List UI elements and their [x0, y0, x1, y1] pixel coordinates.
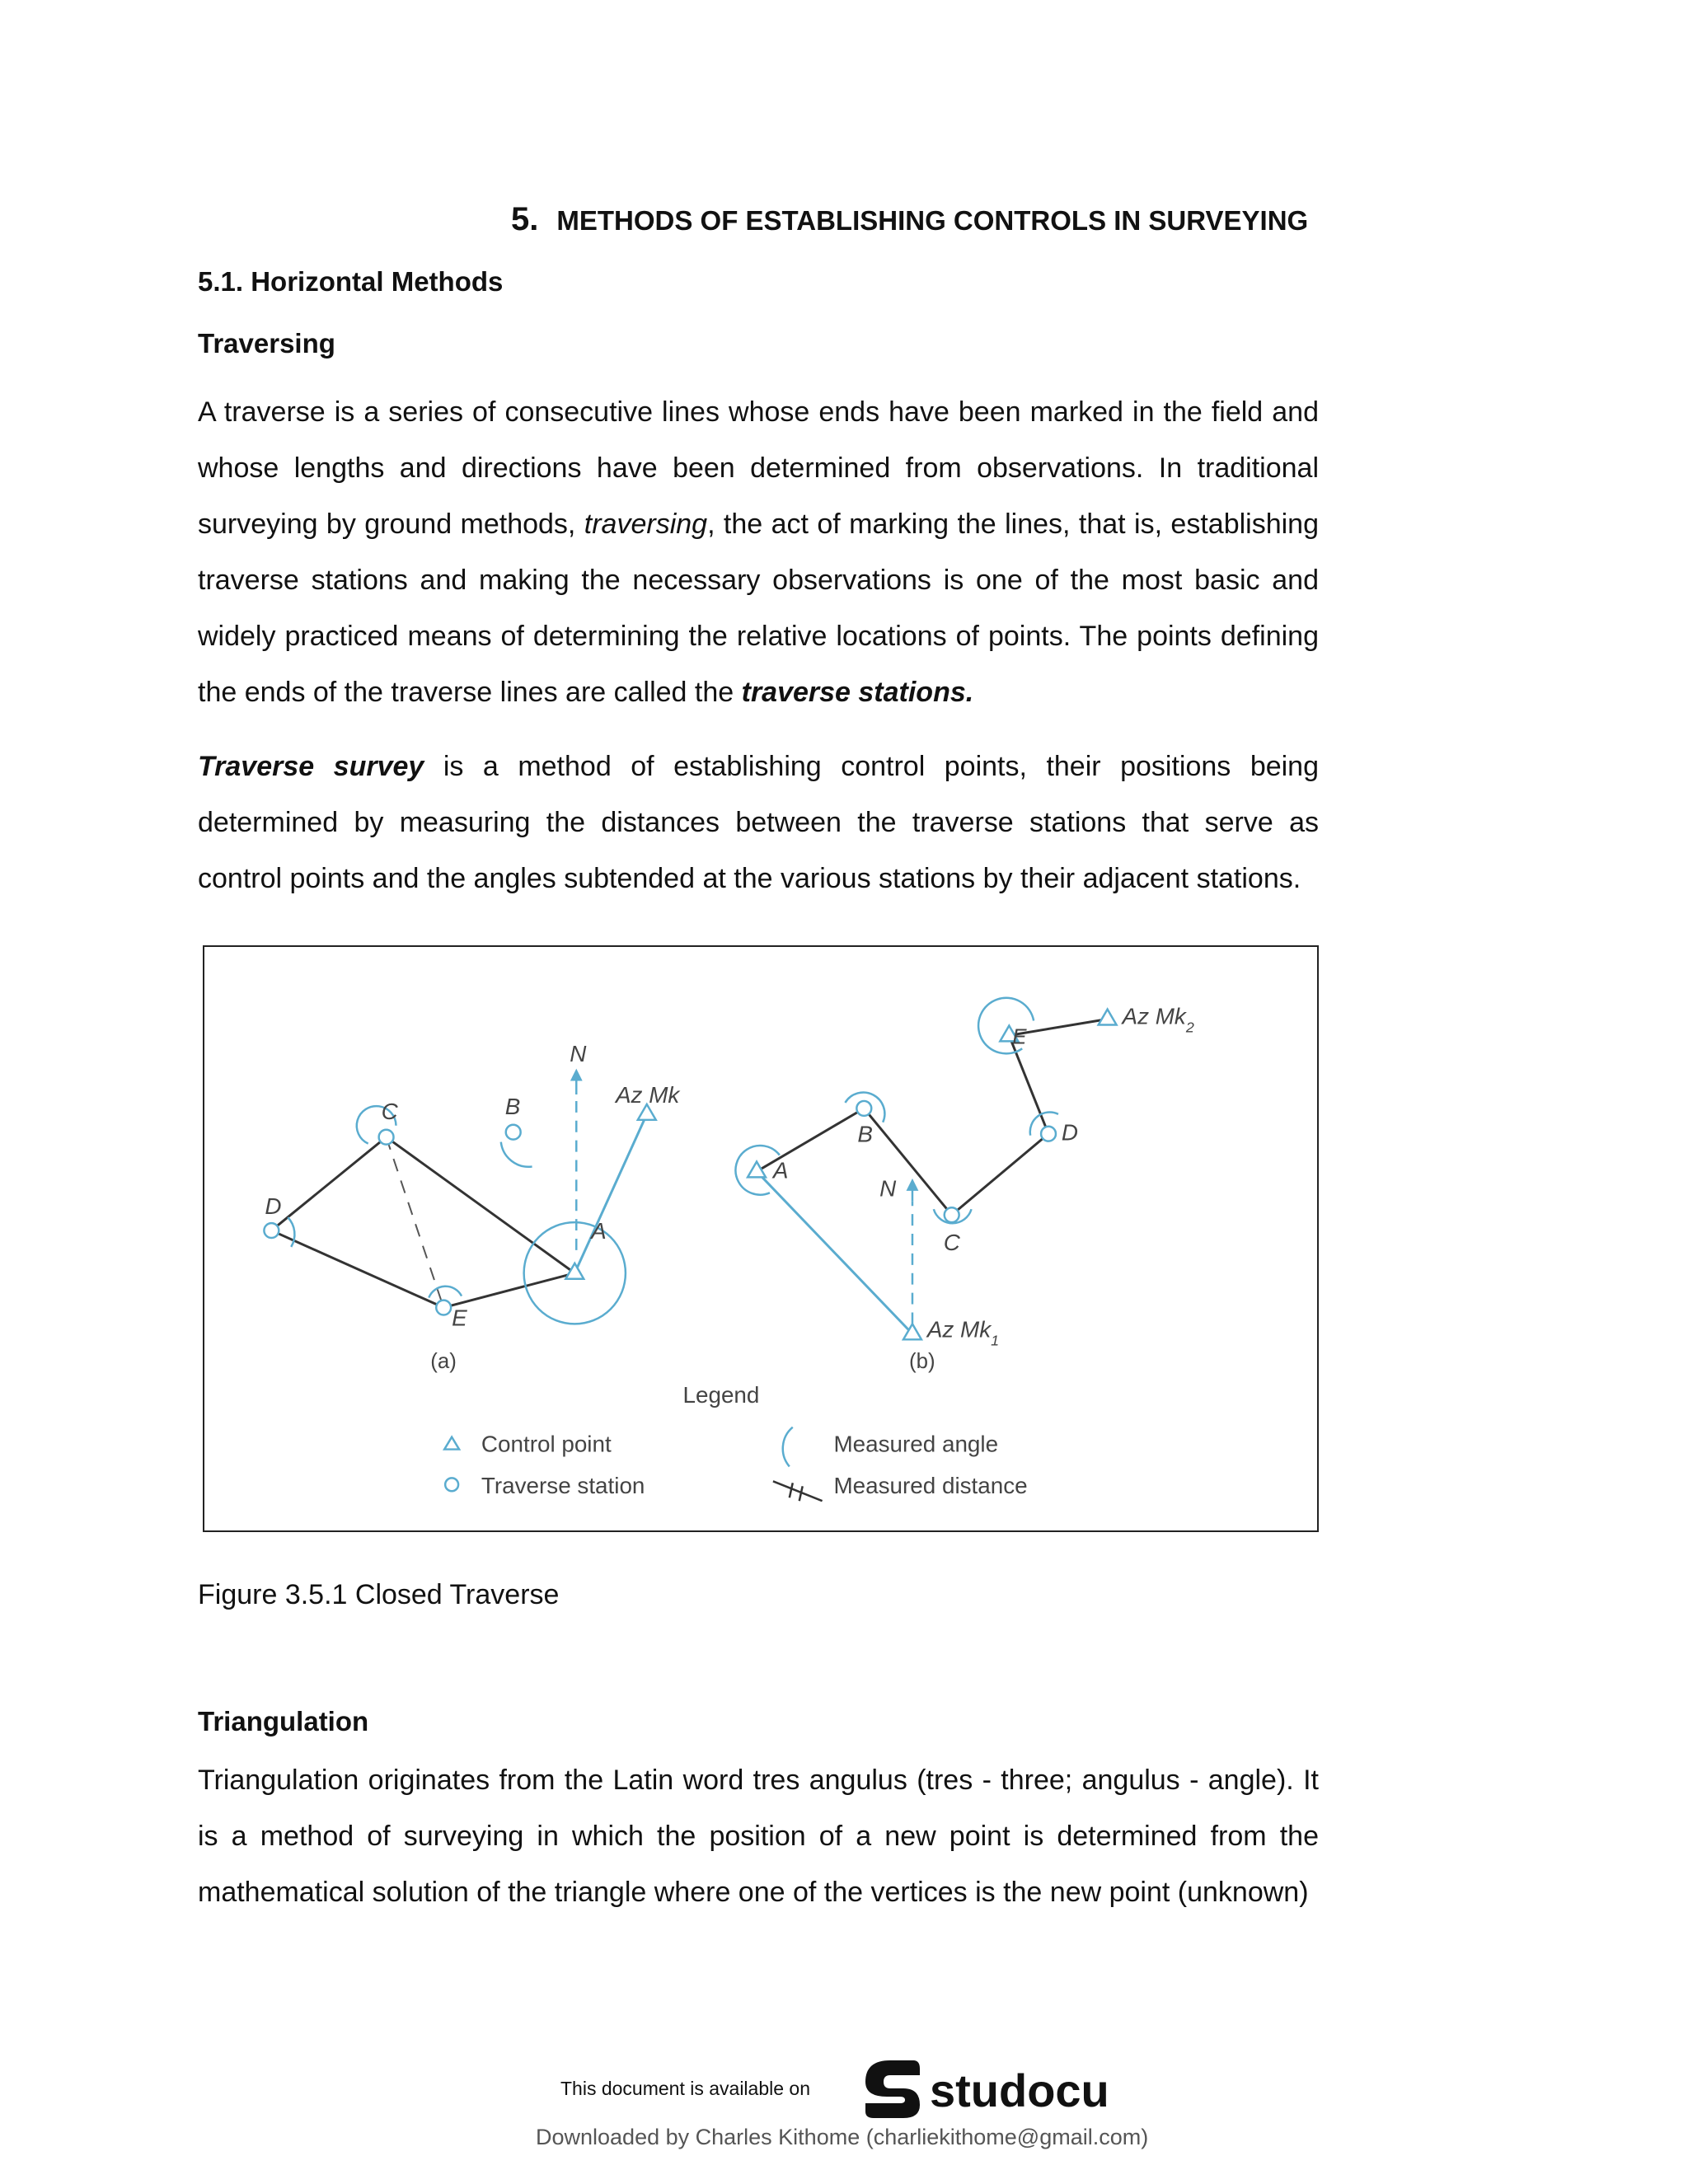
studocu-logo[interactable] [857, 2052, 1129, 2130]
p1-text-a: A traverse is a series of consecutive lines whose ends have been marked in the field and whose lengths and directions have been determined from observations. In traditional surveying by ground methods, [198, 396, 1319, 540]
legend-traverse-station-icon [445, 1478, 458, 1491]
control-point-azmk2-b [1099, 1010, 1117, 1025]
panel-b-label: (b) [908, 1350, 935, 1374]
label-B-b: B [857, 1121, 873, 1147]
panel-b-traverse-lines [757, 1019, 1108, 1216]
station-C-b [945, 1207, 959, 1222]
label-D-a: D [265, 1193, 282, 1220]
control-point-A-a [565, 1263, 584, 1279]
section-title: 5.1. Horizontal Methods [198, 266, 504, 297]
studocu-brand-text: studocu [930, 2064, 1109, 2116]
p1-text-b: , the act of marking the lines, that is, establishing traverse stations and making the necessary observations is one of the most basic and widely practiced means of determining the relative locations of points. The points defining the ends of the traverse lines are called the [198, 509, 1319, 708]
panel-a-angle-arc-B [501, 1142, 532, 1167]
station-B-b [856, 1101, 871, 1116]
studocu-logo-icon [865, 2060, 920, 2118]
legend-control-point: Control point [481, 1431, 612, 1457]
label-azmk-a: Az Mk [615, 1081, 680, 1108]
p2-text: is a method of establishing control points, their positions being determined by measuring the distances between the traverse stations that serve as control points and the angles subtended at the various stations by their adjacent stations. [198, 751, 1320, 894]
legend-traverse-station: Traverse station [481, 1473, 645, 1499]
legend-control-point-icon [444, 1437, 459, 1450]
station-C-a [379, 1130, 394, 1145]
traversing-paragraph-2 [198, 738, 1319, 907]
legend-measured-distance: Measured distance [833, 1473, 1028, 1499]
label-azmk1-sub: 1 [991, 1332, 1000, 1349]
label-azmk2-sub: 2 [1185, 1019, 1194, 1036]
panel-a-diagonal [387, 1137, 444, 1308]
traversing-paragraph-1 [198, 384, 1319, 720]
figure-legend [444, 1382, 1027, 1501]
panel-a-angle-arc-D [288, 1217, 294, 1247]
footer-downloaded-by: Downloaded by Charles Kithome (charliekithome@gmail.com) [536, 2125, 1149, 2149]
station-D-a [264, 1223, 279, 1238]
p1-emphasis: traversing [584, 509, 708, 540]
panel-a-azimuth-line [574, 1114, 647, 1273]
label-A-b: A [772, 1157, 789, 1183]
label-B-a: B [504, 1093, 521, 1119]
label-C-b: C [943, 1229, 960, 1255]
panel-a-label: (a) [430, 1350, 457, 1374]
chapter-number: 5. [511, 201, 539, 237]
label-azmk1-b [926, 1316, 999, 1348]
p1-strong-term: traverse stations. [741, 677, 974, 708]
traversing-title: Traversing [198, 328, 335, 359]
label-azmk2-b [1121, 1003, 1194, 1035]
label-azmk1-text: Az Mk [926, 1316, 992, 1343]
figure-caption: Figure 3.5.1 Closed Traverse [198, 1579, 560, 1610]
footer-available-text: This document is available on [560, 2078, 810, 2099]
label-A-a: A [591, 1218, 607, 1244]
control-point-A-b [748, 1162, 766, 1178]
panel-b-diagram [735, 998, 1193, 1373]
panel-a-diagram [264, 1041, 681, 1373]
p2-strong-term: Traverse survey [198, 751, 424, 782]
closed-traverse-figure [203, 945, 1319, 1532]
legend-title: Legend [682, 1381, 760, 1408]
label-D-b: D [1061, 1119, 1079, 1146]
legend-measured-angle: Measured angle [833, 1431, 999, 1457]
label-azmk2-text: Az Mk [1122, 1003, 1186, 1029]
label-E-b: E [1012, 1025, 1027, 1049]
label-N-a: N [570, 1041, 587, 1067]
panel-a-angle-arc-E [429, 1286, 462, 1298]
label-C-a: C [381, 1098, 398, 1124]
label-N-b: N [879, 1175, 897, 1202]
station-E-a [436, 1301, 451, 1315]
triangulation-paragraph: Triangulation originates from the Latin word tres angulus (tres - three; angulus - angle). It is a method of surveying in which the position of a new point is determined from the mathematical solution of the triangle where one of the vertices is the new point (unknown) [198, 1765, 1319, 1908]
chapter-heading [511, 201, 1308, 238]
triangulation-title: Triangulation [198, 1706, 369, 1736]
label-E-a: E [452, 1305, 467, 1331]
panel-a-traverse-lines [271, 1137, 574, 1308]
legend-measured-angle-icon [783, 1427, 793, 1467]
traverse-diagram [204, 947, 1317, 1530]
station-B-a [506, 1125, 521, 1140]
legend-measured-distance-icon [773, 1481, 823, 1501]
station-D-b [1041, 1127, 1056, 1141]
chapter-title: METHODS OF ESTABLISHING CONTROLS IN SURVEYING [556, 205, 1309, 236]
